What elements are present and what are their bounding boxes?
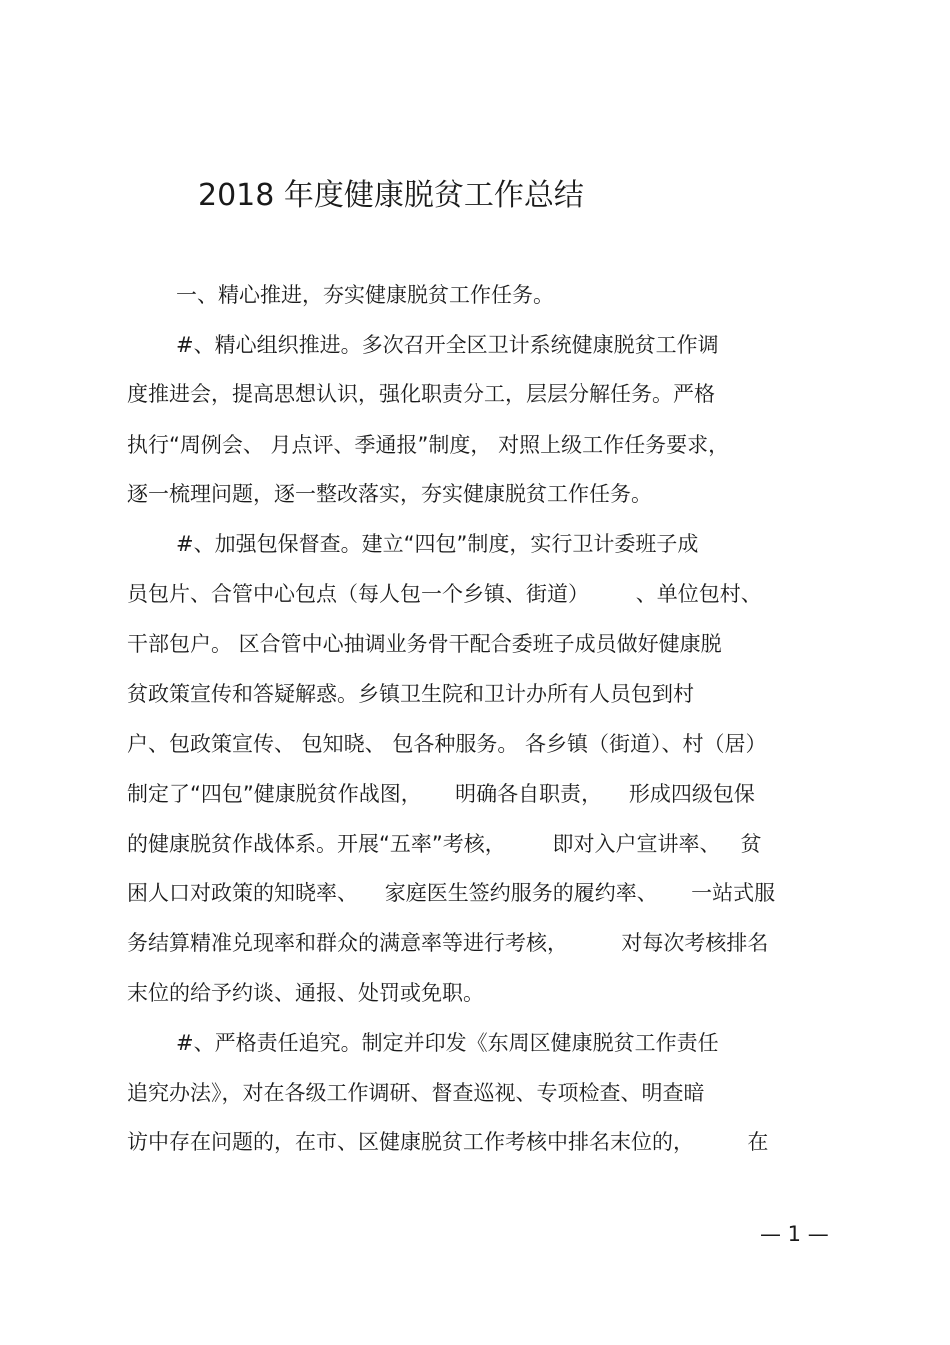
document-title: 2018 年度健康脱贫工作总结 — [198, 178, 584, 213]
page-number: — 1 — — [760, 1222, 829, 1246]
paragraph-line: 员包片、合管中心包点（每人包一个乡镇、街道） 、单位包村、 — [127, 582, 762, 606]
paragraph-line: #、精心组织推进。多次召开全区卫计系统健康脱贫工作调 — [176, 333, 719, 357]
paragraph-line: 末位的给予约谈、通报、处罚或免职。 — [127, 981, 484, 1005]
paragraph-line: 的健康脱贫作战体系。开展“五率”考核， 即对入户宣讲率、 贫 — [127, 832, 762, 856]
paragraph-line: 困人口对政策的知晓率、 家庭医生签约服务的履约率、 一站式服 — [127, 881, 776, 905]
paragraph-line: 度推进会，提高思想认识，强化职责分工，层层分解任务。严格 — [127, 382, 715, 406]
paragraph-line: 制定了“四包”健康脱贫作战图， 明确各自职责， 形成四级包保 — [127, 782, 755, 806]
paragraph-line: #、加强包保督查。建立“四包”制度，实行卫计委班子成 — [176, 532, 699, 556]
paragraph-line: 务结算精准兑现率和群众的满意率等进行考核， 对每次考核排名 — [127, 931, 769, 955]
section-heading: 一、精心推进，夯实健康脱贫工作任务。 — [176, 283, 554, 307]
paragraph-line: 干部包户。 区合管中心抽调业务骨干配合委班子成员做好健康脱 — [127, 632, 722, 656]
paragraph-line: 逐一梳理问题，逐一整改落实，夯实健康脱贫工作任务。 — [127, 482, 652, 506]
paragraph-line: 执行“周例会、 月点评、季通报”制度， 对照上级工作任务要求， — [127, 433, 730, 457]
paragraph-line: 访中存在问题的，在市、区健康脱贫工作考核中排名末位的， 在 — [127, 1130, 769, 1154]
paragraph-line: 追究办法》，对在各级工作调研、督查巡视、专项检查、明查暗 — [127, 1081, 705, 1105]
paragraph-line: 贫政策宣传和答疑解惑。乡镇卫生院和卫计办所有人员包到村 — [127, 682, 694, 706]
paragraph-line: #、严格责任追究。制定并印发《东周区健康脱贫工作责任 — [176, 1031, 719, 1055]
paragraph-line: 户、包政策宣传、 包知晓、 包各种服务。 各乡镇（街道）、村（居） — [127, 732, 767, 756]
